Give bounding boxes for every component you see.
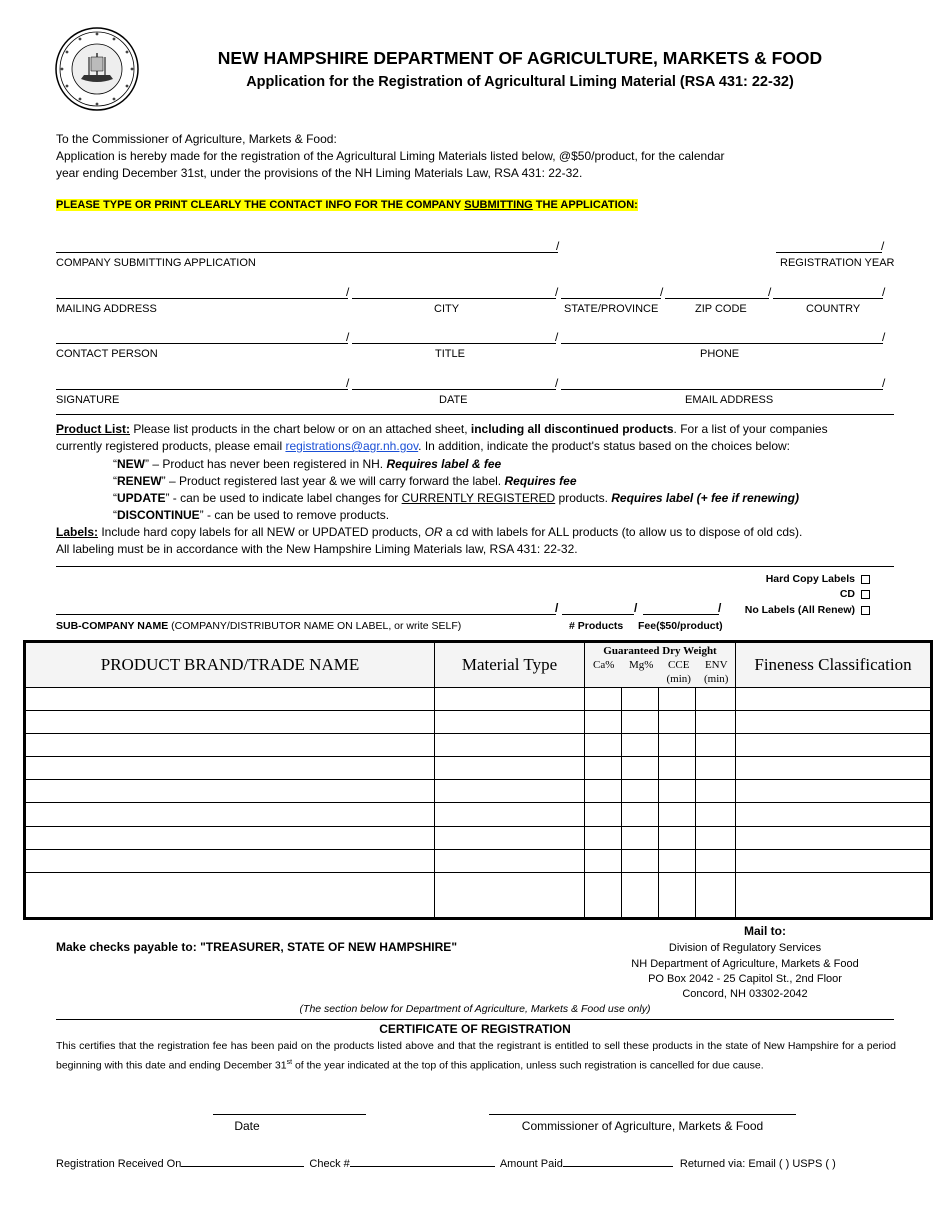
table-cell[interactable] xyxy=(585,757,622,780)
mail-line-1: Division of Regulatory Services xyxy=(668,942,822,954)
intro-text-1: Application is hereby made for the registration of the Agricultural Liming Materials listed below, @$50/product, for the calendar xyxy=(56,149,725,163)
section-divider-2 xyxy=(56,566,894,567)
signature-label: SIGNATURE xyxy=(56,394,120,406)
table-cell[interactable] xyxy=(659,849,696,872)
company-name-field[interactable] xyxy=(56,252,558,253)
commissioner-signature-field[interactable] xyxy=(489,1114,796,1115)
col-cce-header: CCE (min) xyxy=(666,658,691,685)
cd-checkbox[interactable] xyxy=(861,590,870,599)
city-label: CITY xyxy=(434,303,460,315)
section-divider-3 xyxy=(56,1019,894,1020)
table-row xyxy=(25,688,932,711)
table-cell[interactable] xyxy=(585,849,622,872)
no-labels-option: No Labels (All Renew) xyxy=(745,604,870,616)
table-cell[interactable] xyxy=(696,734,736,757)
col-mg-header: Mg% xyxy=(629,658,654,671)
table-cell[interactable] xyxy=(696,849,736,872)
application-subtitle: Application for the Registration of Agricultural Liming Material (RSA 431: 22-32) xyxy=(246,74,794,90)
registration-year-label: REGISTRATION YEAR xyxy=(780,257,895,269)
table-cell[interactable] xyxy=(622,711,659,734)
table-cell[interactable] xyxy=(25,872,435,918)
table-cell[interactable] xyxy=(622,826,659,849)
table-cell[interactable] xyxy=(696,688,736,711)
table-cell[interactable] xyxy=(25,757,435,780)
table-cell[interactable] xyxy=(622,849,659,872)
col-ca-header: Ca% xyxy=(593,658,615,671)
labeling-law-note: All labeling must be in accordance with the New Hampshire Liming Materials law, RSA 431: 22-32. xyxy=(56,542,578,556)
table-cell[interactable] xyxy=(736,734,932,757)
department-title: NEW HAMPSHIRE DEPARTMENT OF AGRICULTURE, MARKETS & FOOD xyxy=(217,48,823,68)
sub-company-label: SUB-COMPANY NAME (COMPANY/DISTRIBUTOR NAME ON LABEL, or write SELF) xyxy=(56,620,462,632)
table-cell[interactable] xyxy=(659,734,696,757)
table-cell[interactable] xyxy=(25,711,435,734)
table-cell[interactable] xyxy=(659,803,696,826)
table-cell[interactable] xyxy=(622,734,659,757)
signature-field[interactable] xyxy=(56,389,348,390)
hard-copy-option: Hard Copy Labels xyxy=(766,573,870,585)
mailing-address-label: MAILING ADDRESS xyxy=(56,303,157,315)
table-cell[interactable] xyxy=(435,757,585,780)
table-row xyxy=(25,849,932,872)
table-cell[interactable] xyxy=(696,803,736,826)
table-row xyxy=(25,872,932,918)
table-cell[interactable] xyxy=(585,780,622,803)
certificate-text: This certifies that the registration fee has been paid on the products listed above and that the registrant is entitled to sell these products in the state of New Hampshire for a period beginning with this date and ending December 31st of the year indicated at the top of this application, unless such registration is cancelled for due cause. xyxy=(56,1040,896,1071)
status-new: “NEW” – Product has never been registered in NH. Requires label & fee xyxy=(113,457,502,471)
table-cell[interactable] xyxy=(696,872,736,918)
table-cell[interactable] xyxy=(435,872,585,918)
city-field[interactable] xyxy=(352,298,556,299)
product-list-instructions: Product List: Please list products in the chart below or on an attached sheet, including all discontinued products. For a list of your companies xyxy=(56,422,828,436)
email-field[interactable] xyxy=(561,389,883,390)
company-label: COMPANY SUBMITTING APPLICATION xyxy=(56,257,256,269)
table-cell[interactable] xyxy=(25,688,435,711)
table-cell[interactable] xyxy=(435,734,585,757)
table-row xyxy=(25,803,932,826)
cd-option: CD xyxy=(840,588,870,600)
table-cell[interactable] xyxy=(622,803,659,826)
table-cell[interactable] xyxy=(585,872,622,918)
table-cell[interactable] xyxy=(435,688,585,711)
product-count-field[interactable] xyxy=(562,614,634,615)
certificate-date-label: Date xyxy=(234,1119,260,1133)
fee-field[interactable] xyxy=(643,614,719,615)
mail-line-2: NH Department of Agriculture, Markets & Food xyxy=(631,958,859,970)
mail-to-label: Mail to: xyxy=(744,924,786,938)
mailing-address-field[interactable] xyxy=(56,298,348,299)
table-row xyxy=(25,780,932,803)
hard-copy-checkbox[interactable] xyxy=(861,575,870,584)
office-use-note: (The section below for Department of Agriculture, Markets & Food use only) xyxy=(299,1003,651,1015)
date-field[interactable] xyxy=(352,389,556,390)
table-cell[interactable] xyxy=(736,688,932,711)
table-cell[interactable] xyxy=(736,826,932,849)
certificate-date-field[interactable] xyxy=(213,1114,366,1115)
table-cell[interactable] xyxy=(435,780,585,803)
date-label: DATE xyxy=(439,394,468,406)
col-fineness-header: Fineness Classification xyxy=(736,642,932,688)
table-cell[interactable] xyxy=(696,711,736,734)
email-label: EMAIL ADDRESS xyxy=(685,394,774,406)
table-cell[interactable] xyxy=(585,826,622,849)
check-number-field[interactable] xyxy=(350,1166,495,1167)
table-cell[interactable] xyxy=(659,872,696,918)
status-update: “UPDATE” - can be used to indicate label changes for CURRENTLY REGISTERED products. Requires label (+ fee if renewing) xyxy=(113,491,799,505)
title-field[interactable] xyxy=(352,343,556,344)
certificate-title: CERTIFICATE OF REGISTRATION xyxy=(379,1022,571,1036)
received-on-field[interactable] xyxy=(181,1166,304,1167)
title-label: TITLE xyxy=(435,348,465,360)
table-row xyxy=(25,826,932,849)
section-divider xyxy=(56,414,894,415)
state-field[interactable] xyxy=(561,298,661,299)
fee-label: Fee($50/product) xyxy=(638,620,723,632)
table-cell[interactable] xyxy=(736,711,932,734)
status-discontinue: “DISCONTINUE” - can be used to remove products. xyxy=(113,508,390,522)
no-labels-checkbox[interactable] xyxy=(861,606,870,615)
table-cell[interactable] xyxy=(659,757,696,780)
table-cell[interactable] xyxy=(659,688,696,711)
table-cell[interactable] xyxy=(622,872,659,918)
commissioner-label: Commissioner of Agriculture, Markets & Food xyxy=(521,1119,764,1133)
table-cell[interactable] xyxy=(736,757,932,780)
intro-salutation: To the Commissioner of Agriculture, Markets & Food: xyxy=(56,132,337,146)
table-cell[interactable] xyxy=(659,780,696,803)
table-row xyxy=(25,734,932,757)
table-cell[interactable] xyxy=(622,780,659,803)
product-table xyxy=(23,640,933,920)
table-cell[interactable] xyxy=(25,826,435,849)
phone-field[interactable] xyxy=(561,343,883,344)
nh-state-seal xyxy=(55,27,139,111)
country-label: COUNTRY xyxy=(806,303,861,315)
table-cell[interactable] xyxy=(659,711,696,734)
table-cell[interactable] xyxy=(736,849,932,872)
table-cell[interactable] xyxy=(25,780,435,803)
table-row xyxy=(25,711,932,734)
table-cell[interactable] xyxy=(25,849,435,872)
table-cell[interactable] xyxy=(585,803,622,826)
table-cell[interactable] xyxy=(736,780,932,803)
table-cell[interactable] xyxy=(585,711,622,734)
checks-payable: Make checks payable to: "TREASURER, STATE OF NEW HAMPSHIRE" xyxy=(56,940,458,954)
table-cell[interactable] xyxy=(25,803,435,826)
col-env-header: ENV (min) xyxy=(704,658,729,685)
contact-person-label: CONTACT PERSON xyxy=(56,348,158,360)
sub-company-name-field[interactable] xyxy=(56,614,556,615)
table-cell[interactable] xyxy=(585,688,622,711)
table-cell[interactable] xyxy=(435,711,585,734)
table-cell[interactable] xyxy=(696,757,736,780)
contact-instruction: PLEASE TYPE OR PRINT CLEARLY THE CONTACT INFO FOR THE COMPANY SUBMITTING THE APPLICATION: xyxy=(56,199,638,211)
mail-line-4: Concord, NH 03302-2042 xyxy=(682,988,808,1000)
col-material-header: Material Type xyxy=(435,642,585,688)
office-tracking-line: Registration Received On Check # Amount Paid Returned via: Email ( ) USPS ( ) xyxy=(56,1158,836,1170)
amount-paid-field[interactable] xyxy=(563,1166,673,1167)
registrations-email-link[interactable]: registrations@agr.nh.gov xyxy=(285,439,419,453)
table-row xyxy=(25,757,932,780)
contact-person-field[interactable] xyxy=(56,343,348,344)
registration-year-field[interactable] xyxy=(776,252,882,253)
table-cell[interactable] xyxy=(435,803,585,826)
status-renew: “RENEW” – Product registered last year & we will carry forward the label. Requires fee xyxy=(113,474,577,488)
table-cell[interactable] xyxy=(25,734,435,757)
table-cell[interactable] xyxy=(696,826,736,849)
table-cell[interactable] xyxy=(736,803,932,826)
table-cell[interactable] xyxy=(622,688,659,711)
table-cell[interactable] xyxy=(435,826,585,849)
products-count-label: # Products xyxy=(569,620,624,632)
intro-text-2: year ending December 31st, under the provisions of the NH Liming Materials Law, RSA 431: 22-32. xyxy=(56,166,583,180)
mail-line-3: PO Box 2042 - 25 Capitol St., 2nd Floor xyxy=(648,973,842,985)
state-label: STATE/PROVINCE xyxy=(564,303,659,315)
zip-field[interactable] xyxy=(665,298,769,299)
table-cell[interactable] xyxy=(435,849,585,872)
guaranteed-header: Guaranteed Dry Weight Ca% Mg% CCE (min) ENV (min) xyxy=(585,642,736,688)
table-cell[interactable] xyxy=(622,757,659,780)
table-cell[interactable] xyxy=(696,780,736,803)
table-cell[interactable] xyxy=(659,826,696,849)
country-field[interactable] xyxy=(773,298,883,299)
zip-label: ZIP CODE xyxy=(695,303,747,315)
table-cell[interactable] xyxy=(585,734,622,757)
col-brand-header: PRODUCT BRAND/TRADE NAME xyxy=(25,642,435,688)
table-cell[interactable] xyxy=(736,872,932,918)
phone-label: PHONE xyxy=(700,348,740,360)
labels-instructions: Labels: Include hard copy labels for all NEW or UPDATED products, OR a cd with labels for ALL products (to allow us to dispose of old cds). xyxy=(56,525,803,539)
